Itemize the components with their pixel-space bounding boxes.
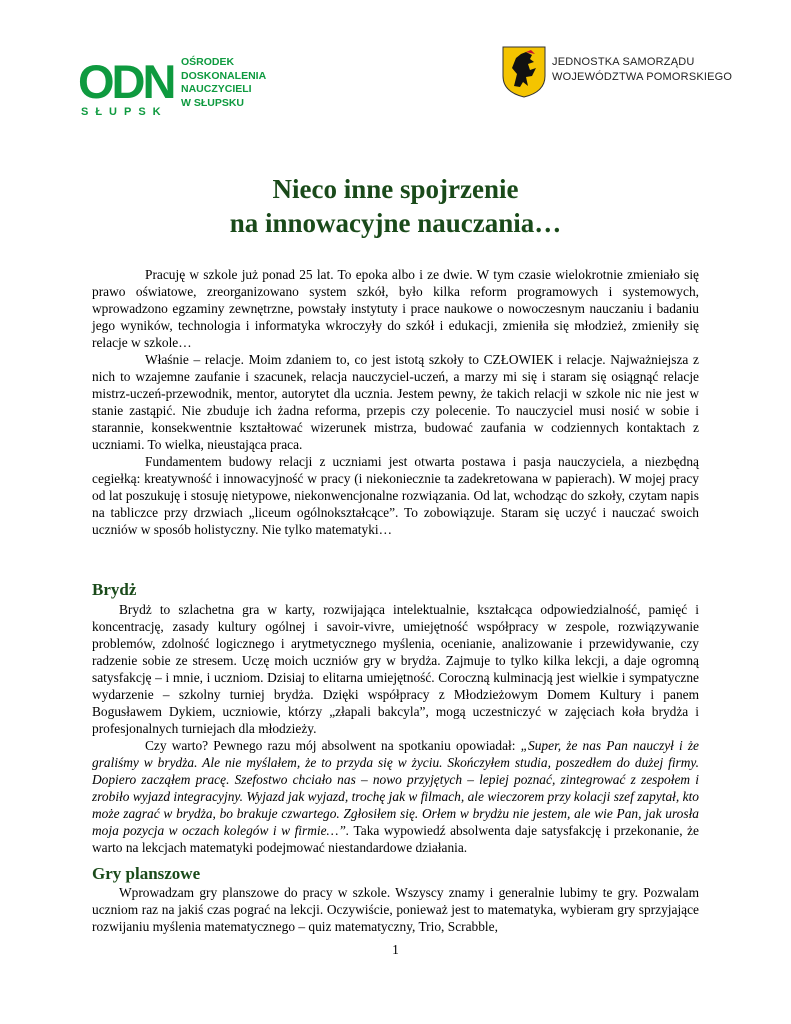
odn-name xyxy=(181,56,266,110)
graduate-quote: „Super, że nas Pan nauczył i że graliśmy w brydża. Ale nie myślałem, że to przyda się w życiu. Skończyłem studia, poszedłem do dużej firmy. Dopiero zacząłem pracę. Szefostwo chciało nas – nowo przyjętych – lepiej poznać, zintegrować z zespołem i zrobiło wyjazd integracyjny. Wyjazd jak wyjazd, trochę jak w filmach, ale wieczorem przy kolacji szef zapytał, kto może zagrać w brydża, bo brakuje czwartego. Zgłosiłem się. Orłem w brydżu nie jestem, ale wie Pan, jak urosła moja pozycja w oczach kolegów i w firmie…”. xyxy=(92,738,699,838)
odn-logo xyxy=(78,56,178,118)
griffin-crest-icon xyxy=(502,46,546,98)
section-heading-gry: Gry planszowe xyxy=(92,864,201,883)
brydz-paragraph: Brydż to szlachetna gra w karty, rozwijająca intelektualnie, kształcąca odpowiedzialność, pamięć i koncentrację, zasady kultury ogólnej i savoir-vivre, umiejętność współpracy w zespole, rozwiązywanie problemów, zdolność logicznego i arytmetycznego myślenia, ocenianie, analizowanie i przewidywanie, czy radzenie sobie ze stresem. Uczę moich uczniów gry w brydża. Zajmuje to tylko kilka lekcji, a daje ogromną satysfakcję – i mnie, i uczniom. Dzisiaj to elitarna umiejętność. Coroczną kulminacją jest wielkie i sympatyczne wydarzenie – szkolny turniej brydża. Dzięki współpracy z Młodzieżowym Domem Kultury i panem Bogusławem Dykiem, uczniowie, którzy „złapali bakcyla”, mogą uczestniczyć w zajęciach koła brydża i profesjonalnych turniejach dla młodzieży. xyxy=(92,602,699,736)
intro-paragraph: Właśnie – relacje. Moim zdaniem to, co jest istotą szkoły to CZŁOWIEK i relacje. Najważniejsza z nich to wzajemne zaufanie i szacunek, relacja nauczyciel-uczeń, a marzy mi się i staram się osiągnąć relacje mistrz-uczeń-przewodnik, mentor, autorytet dla ucznia. Jestem pewny, że takich relacji w szkole nic nie jest w stanie zastąpić. Nie zbuduje ich żadna reforma, przepis czy polecenie. To nauczyciel musi nosić w sobie i starannie, konsekwentnie kształtować wizerunek mistrza, budować zaufania w codziennych kontaktach z uczniami. To wielka, nieustająca praca. xyxy=(92,352,699,452)
page-header xyxy=(0,0,791,130)
region-name-line: WOJEWÓDZTWA POMORSKIEGO xyxy=(552,71,733,83)
odn-name-line: OŚRODEK xyxy=(181,56,235,68)
odn-name-line: W SŁUPSKU xyxy=(181,96,244,109)
intro-paragraph: Fundamentem budowy relacji z uczniami jest otwarta postawa i pasja nauczyciela, a niezbędną cegiełką: kreatywność i innowacyjność w pracy (i niekoniecznie ta zadekretowana w papierach). W mojej pracy od lat poszukuję i stosuję nietypowe, niekonwencjonalne rozwiązania. Od lat, wchodząc do szkoły, czytam napis na tabliczce przy drzwiach „liceum ogólnokształcące”. To zobowiązuje. Staram się uczyć i nauczać swoich uczniów w sposób holistyczny. Nie tylko matematyki… xyxy=(92,454,699,537)
page-number: 1 xyxy=(392,942,399,957)
region-name xyxy=(552,55,732,85)
quote-outro: Taka wypowiedź absolwenta daje satysfakcję i przekonanie, że warto na lekcjach matematyki podejmować niestandardowe działania. xyxy=(92,823,699,855)
intro-paragraph: Pracuję w szkole już ponad 25 lat. To epoka albo i ze dwie. W tym czasie wielokrotnie zmieniało się prawo oświatowe, zreorganizowano system szkół, było kilka reform programowych i systemowych, wprowadzono egzaminy zewnętrzne, powstały instytuty i prace naukowe o nowoczesnym nauczaniu i badaniu jego wyników, technologia i informatyka wkroczyły do szkół i edukacji, zmieniła się młodzież, zmieniły się relacje w szkole… xyxy=(92,267,699,350)
title-line-2: na innowacyjne nauczania… xyxy=(229,208,562,238)
section-heading-brydz: Brydż xyxy=(92,580,137,599)
region-name-line: JEDNOSTKA SAMORZĄDU xyxy=(552,56,695,68)
brydz-paragraph-quote xyxy=(92,737,699,856)
title-line-1: Nieco inne spojrzenie xyxy=(272,174,519,204)
quote-intro: Czy warto? Pewnego razu mój absolwent na spotkaniu opowiadał: xyxy=(145,738,521,753)
odn-logo-city: SŁUPSK xyxy=(81,106,168,118)
odn-name-line: NAUCZYCIELI xyxy=(181,83,252,95)
article-title xyxy=(0,172,791,240)
odn-logo-letters: ODN xyxy=(78,56,174,108)
gry-paragraph: Wprowadzam gry planszowe do pracy w szkole. Wszyscy znamy i generalnie lubimy te gry. Pozwalam uczniom raz na jakiś czas pograć na lekcji. Oczywiście, ponieważ jest to matematyka, wybieram gry sprzyjające rozwijaniu myślenia matematycznego – quiz matematyczny, Trio, Scrabble, xyxy=(92,885,699,934)
odn-name-line: DOSKONALENIA xyxy=(181,69,267,82)
article-body xyxy=(92,266,699,935)
